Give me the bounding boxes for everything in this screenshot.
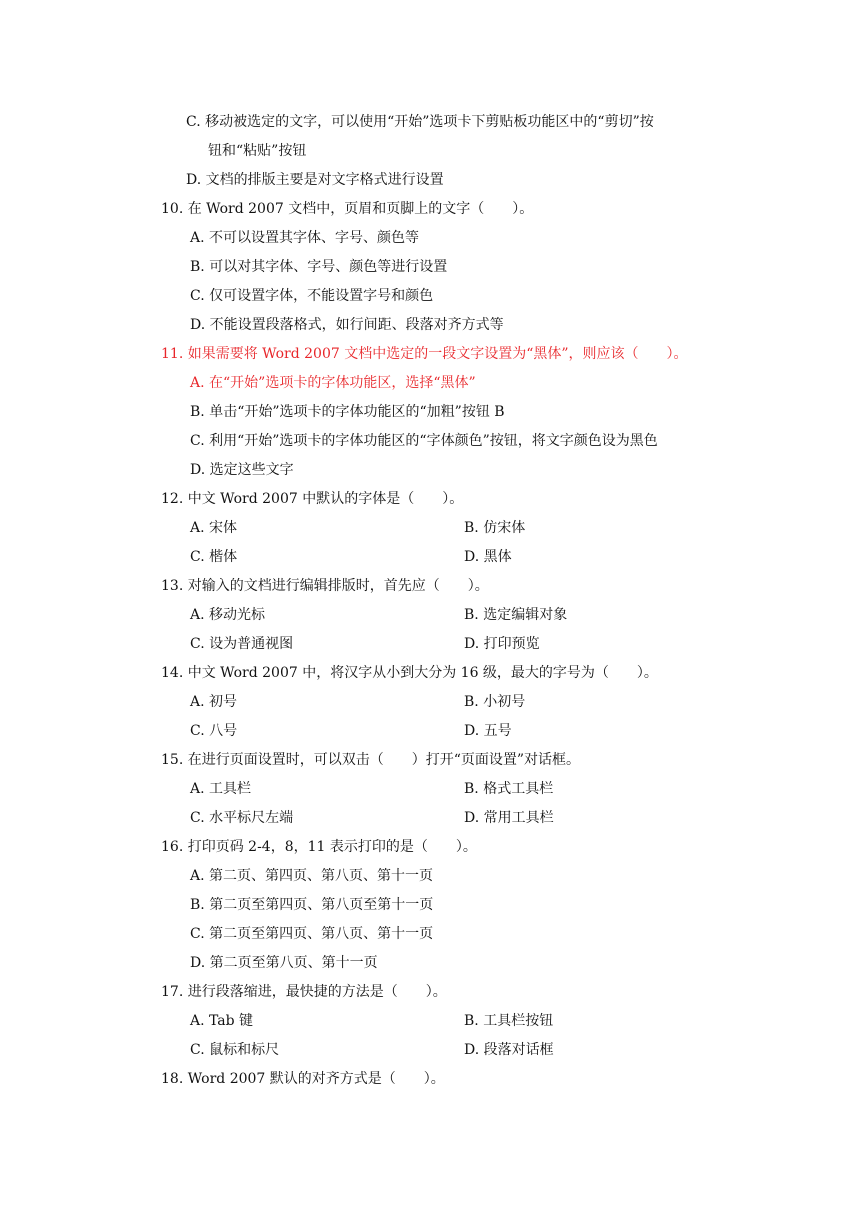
question-17-option-c: C. 鼠标和标尺	[190, 1042, 280, 1058]
question-13-option-a: A. 移动光标	[190, 607, 266, 623]
question-18-stem: 18. Word 2007 默认的对齐方式是（ ）。	[161, 1071, 445, 1087]
question-15-stem: 15. 在进行页面设置时，可以双击（ ）打开“页面设置”对话框。	[161, 752, 581, 768]
question-13-option-d: D. 打印预览	[464, 636, 540, 652]
question-15-option-c: C. 水平标尺左端	[190, 810, 294, 826]
question-10-stem: 10. 在 Word 2007 文档中，页眉和页脚上的文字（ ）。	[161, 201, 534, 217]
question-13-option-c: C. 设为普通视图	[190, 636, 294, 652]
question-14-stem: 14. 中文 Word 2007 中，将汉字从小到大分为 16 级，最大的字号为（ ）。	[161, 665, 658, 681]
question-17-option-d: D. 段落对话框	[464, 1042, 554, 1058]
question-11-option-d: D. 选定这些文字	[190, 462, 294, 478]
question-12-option-b: B. 仿宋体	[464, 520, 526, 536]
question-11-option-c: C. 利用“开始”选项卡的字体功能区的“字体颜色”按钮，将文字颜色设为黑色	[190, 433, 658, 449]
question-12-option-d: D. 黑体	[464, 549, 512, 565]
question-14-option-c: C. 八号	[190, 723, 238, 739]
question-17-option-a: A. Tab 键	[190, 1013, 254, 1029]
question-13-stem: 13. 对输入的文档进行编辑排版时，首先应（ ）。	[161, 578, 489, 594]
question-12-stem: 12. 中文 Word 2007 中默认的字体是（ ）。	[161, 491, 464, 507]
question-16-option-c: C. 第二页至第四页、第八页、第十一页	[190, 926, 434, 942]
question-14-option-d: D. 五号	[464, 723, 512, 739]
option-d-prev: D. 文档的排版主要是对文字格式进行设置	[186, 172, 444, 188]
question-14-option-a: A. 初号	[190, 694, 238, 710]
question-13-option-b: B. 选定编辑对象	[464, 607, 568, 623]
question-14-option-b: B. 小初号	[464, 694, 526, 710]
question-10-option-b: B. 可以对其字体、字号、颜色等进行设置	[190, 259, 448, 275]
question-16-stem: 16. 打印页码 2-4，8，11 表示打印的是（ ）。	[161, 839, 477, 855]
question-15-option-d: D. 常用工具栏	[464, 810, 554, 826]
question-17-option-b: B. 工具栏按钮	[464, 1013, 554, 1029]
question-11-option-b: B. 单击“开始”选项卡的字体功能区的“加粗”按钮 B	[190, 404, 505, 420]
question-16-option-b: B. 第二页至第四页、第八页至第十一页	[190, 897, 434, 913]
question-11-stem: 11. 如果需要将 Word 2007 文档中选定的一段文字设置为“黑体”，则应该（ ）。	[161, 346, 688, 362]
question-10-option-a: A. 不可以设置其字体、字号、颜色等	[190, 230, 420, 246]
question-10-option-d: D. 不能设置段落格式，如行间距、段落对齐方式等	[190, 317, 504, 333]
option-c-prev-line1: C. 移动被选定的文字，可以使用“开始”选项卡下剪贴板功能区中的“剪切”按	[186, 114, 654, 130]
question-12-option-a: A. 宋体	[190, 520, 238, 536]
question-17-stem: 17. 进行段落缩进，最快捷的方法是（ ）。	[161, 984, 447, 1000]
question-16-option-d: D. 第二页至第八页、第十一页	[190, 955, 378, 971]
option-c-prev-line2: 钮和“粘贴”按钮	[208, 143, 307, 159]
question-16-option-a: A. 第二页、第四页、第八页、第十一页	[190, 868, 434, 884]
question-15-option-a: A. 工具栏	[190, 781, 252, 797]
question-12-option-c: C. 楷体	[190, 549, 238, 565]
question-11-option-a: A. 在“开始”选项卡的字体功能区，选择“黑体”	[190, 375, 476, 391]
question-15-option-b: B. 格式工具栏	[464, 781, 554, 797]
question-10-option-c: C. 仅可设置字体，不能设置字号和颜色	[190, 288, 434, 304]
